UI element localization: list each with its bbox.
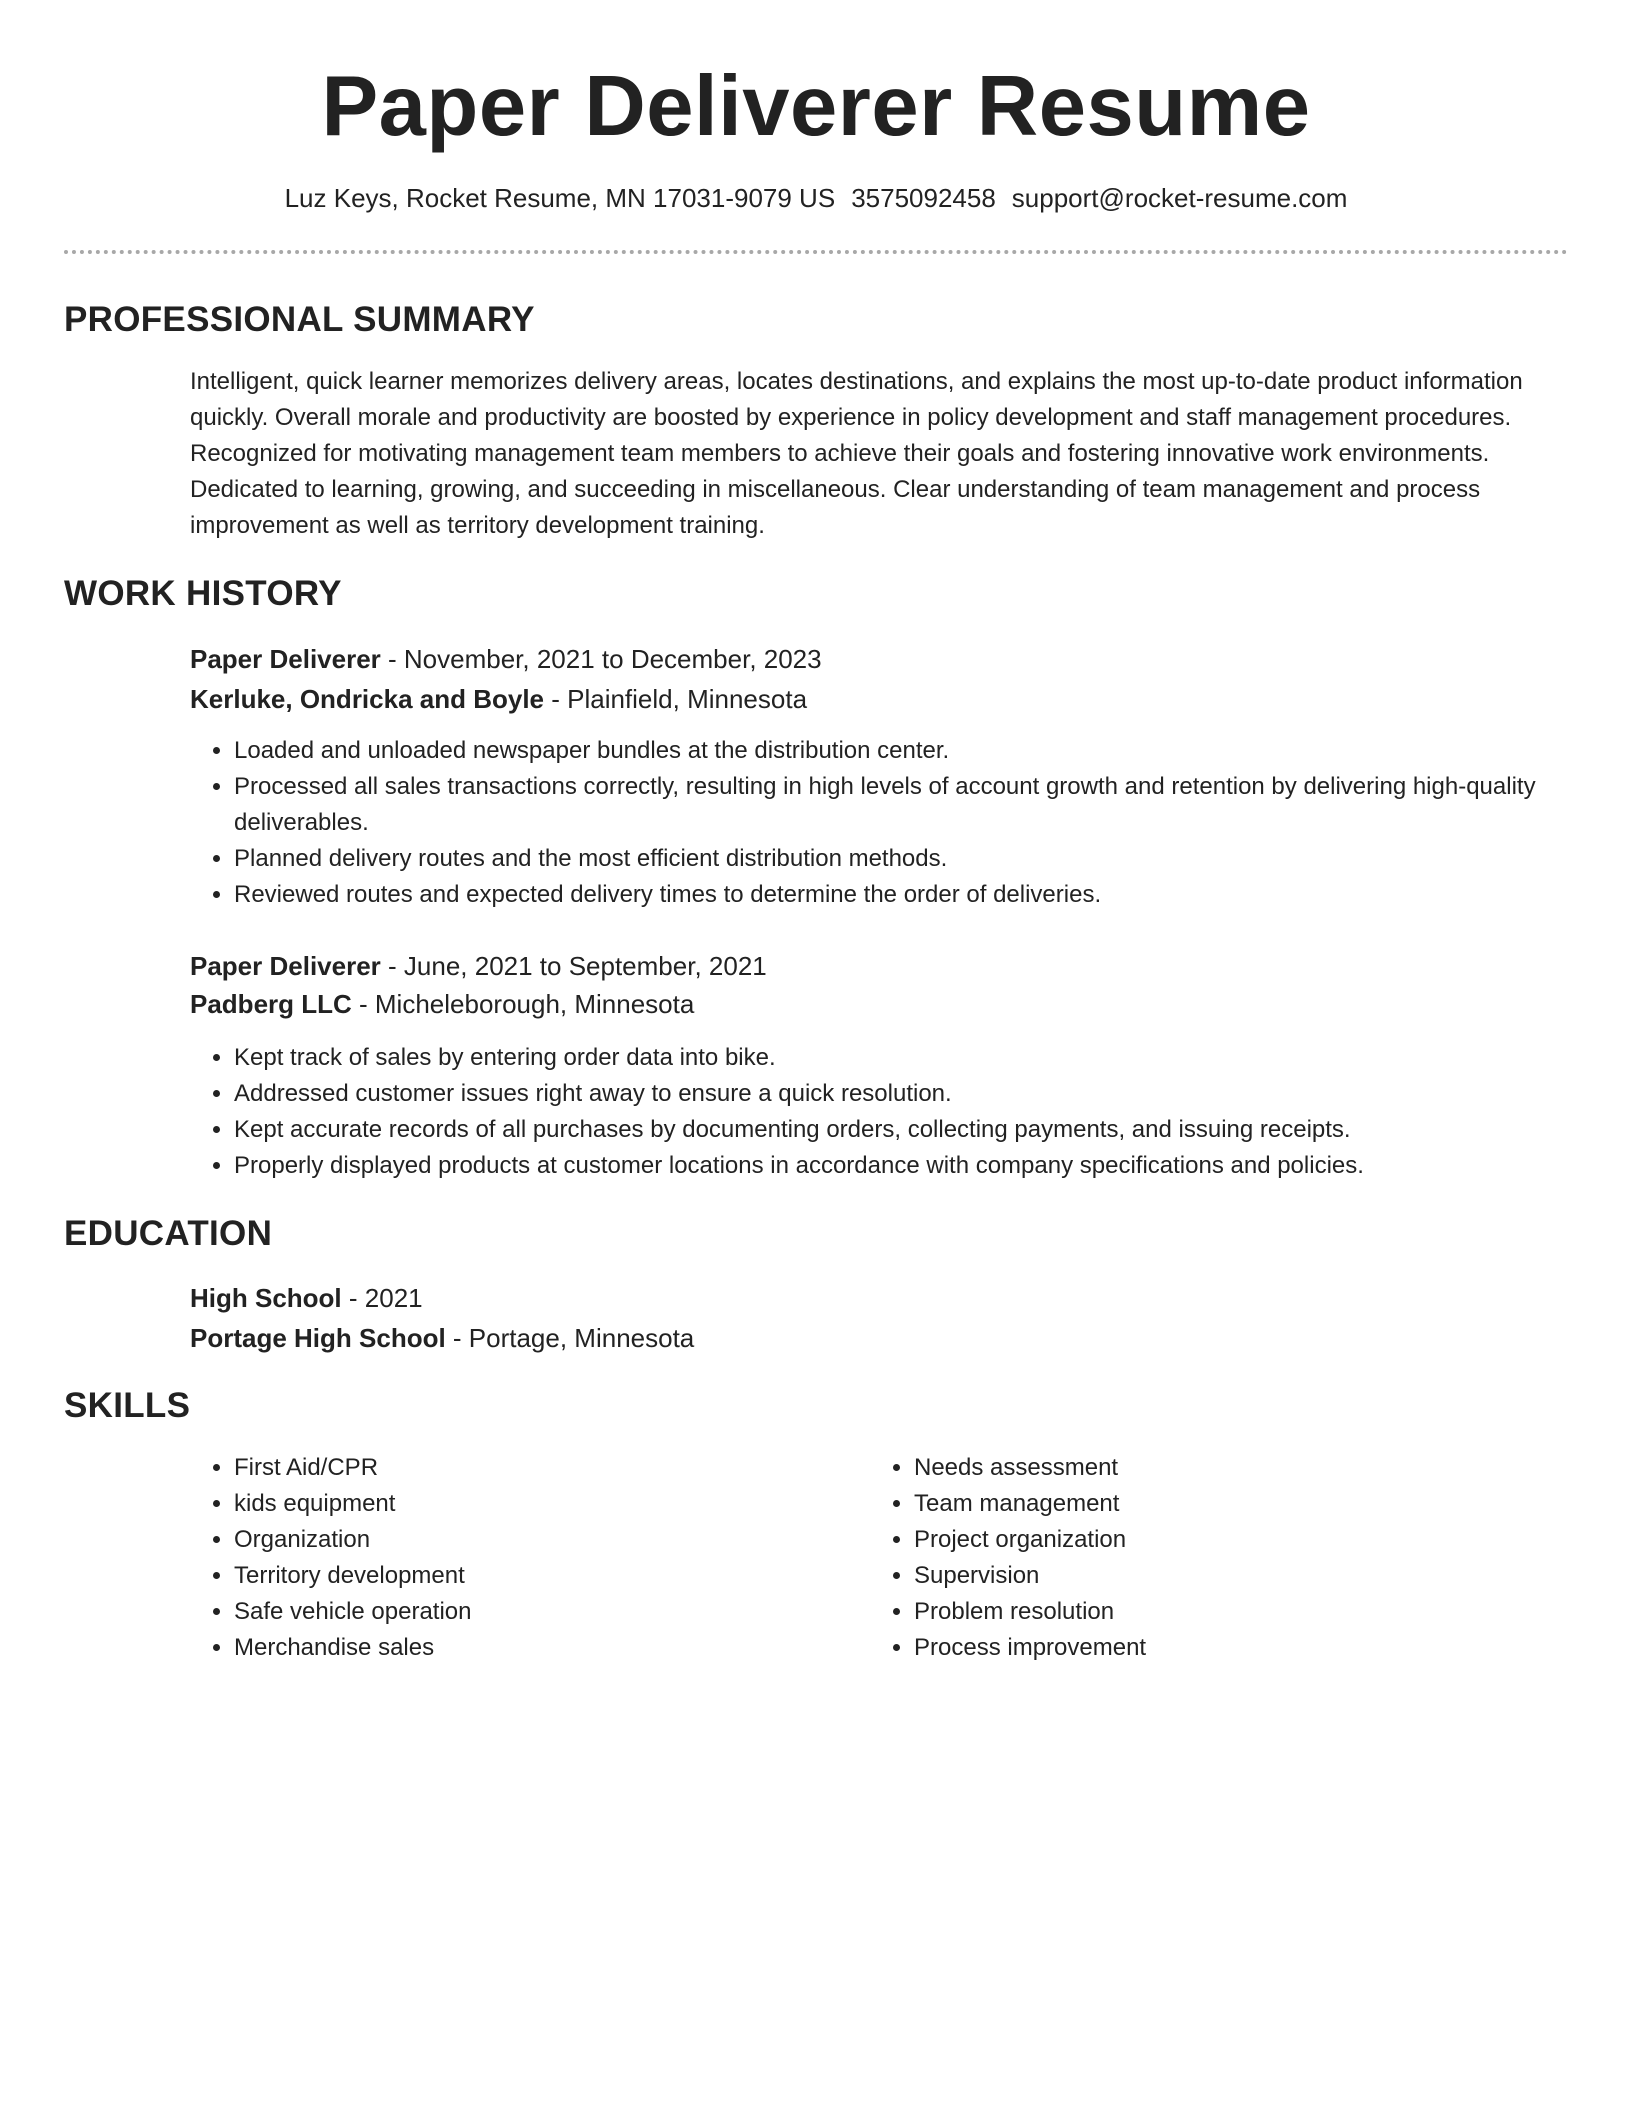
job-1-location: - Plainfield, Minnesota (544, 684, 808, 714)
job-1-company-line (190, 681, 807, 717)
job-1-dates: - November, 2021 to December, 2023 (380, 644, 822, 674)
skill-item: • Safe vehicle operation (234, 1594, 834, 1630)
resume-title: Paper Deliverer Resume (321, 59, 1311, 154)
job-2-title: Paper Deliverer (190, 951, 381, 981)
header-divider (64, 250, 1568, 254)
skills-list-right (870, 1450, 1514, 1666)
job-2-location: - Micheleborough, Minnesota (351, 989, 695, 1019)
contact-address: Luz Keys, Rocket Resume, MN 17031-9079 US (284, 183, 836, 213)
education-degree: High School (190, 1283, 342, 1313)
list-item: • Processed all sales transactions correctly, resulting in high levels of account growth and retention by delivering high-quality deliverables. (234, 769, 1624, 841)
job-2-company-line (190, 986, 694, 1022)
education-year: - 2021 (341, 1283, 423, 1313)
skill-item: • Supervision (914, 1558, 1514, 1594)
list-item: • Addressed customer issues right away to ensure a quick resolution. (234, 1076, 1624, 1112)
skill-item: • Team management (914, 1486, 1514, 1522)
job-2-company: Padberg LLC (190, 989, 352, 1019)
skill-item: • Problem resolution (914, 1594, 1514, 1630)
summary-text: Intelligent, quick learner memorizes delivery areas, locates destinations, and explains the most up-to-date product information quickly. Overall morale and productivity are boosted by experience in policy development and staff management procedures. Recognized for motivating management team members to achieve their goals and fostering innovative work environments. Dedicated to learning, growing, and succeeding in miscellaneous. Clear understanding of team management and process improvement as well as territory development training. (190, 368, 1523, 539)
list-item: • Loaded and unloaded newspaper bundles at the distribution center. (234, 733, 1624, 769)
list-item: • Kept accurate records of all purchases by documenting orders, collecting payments, and issuing receipts. (234, 1112, 1624, 1148)
job-2-dates: - June, 2021 to September, 2021 (380, 951, 767, 981)
education-school-line (190, 1320, 694, 1356)
list-item: • Properly displayed products at customer locations in accordance with company specifications and policies. (234, 1148, 1624, 1184)
skills-heading: SKILLS (64, 1386, 191, 1425)
contact-phone: 3575092458 (851, 183, 996, 213)
skill-item: • Organization (234, 1522, 834, 1558)
education-school: Portage High School (190, 1323, 446, 1353)
skill-item: • First Aid/CPR (234, 1450, 834, 1486)
skill-item: • kids equipment (234, 1486, 834, 1522)
skill-item: • Merchandise sales (234, 1630, 834, 1666)
job-1-title-line (190, 641, 822, 677)
education-degree-line (190, 1280, 423, 1316)
work-history-heading: WORK HISTORY (64, 574, 342, 613)
skill-item: • Needs assessment (914, 1450, 1514, 1486)
skill-item: • Territory development (234, 1558, 834, 1594)
job-1-bullets (190, 733, 1624, 913)
job-2-title-line (190, 948, 767, 984)
education-location: - Portage, Minnesota (445, 1323, 695, 1353)
education-heading: EDUCATION (64, 1214, 273, 1253)
job-1-title: Paper Deliverer (190, 644, 381, 674)
list-item: • Reviewed routes and expected delivery times to determine the order of deliveries. (234, 877, 1624, 913)
skill-item: • Project organization (914, 1522, 1514, 1558)
skills-list-left (190, 1450, 834, 1666)
list-item: • Kept track of sales by entering order data into bike. (234, 1040, 1624, 1076)
skill-item: • Process improvement (914, 1630, 1514, 1666)
job-1-company: Kerluke, Ondricka and Boyle (190, 684, 545, 714)
contact-email: support@rocket-resume.com (1011, 183, 1348, 213)
job-2-bullets (190, 1040, 1624, 1184)
list-item: • Planned delivery routes and the most efficient distribution methods. (234, 841, 1624, 877)
summary-heading: PROFESSIONAL SUMMARY (64, 300, 535, 339)
contact-line (0, 180, 1632, 216)
